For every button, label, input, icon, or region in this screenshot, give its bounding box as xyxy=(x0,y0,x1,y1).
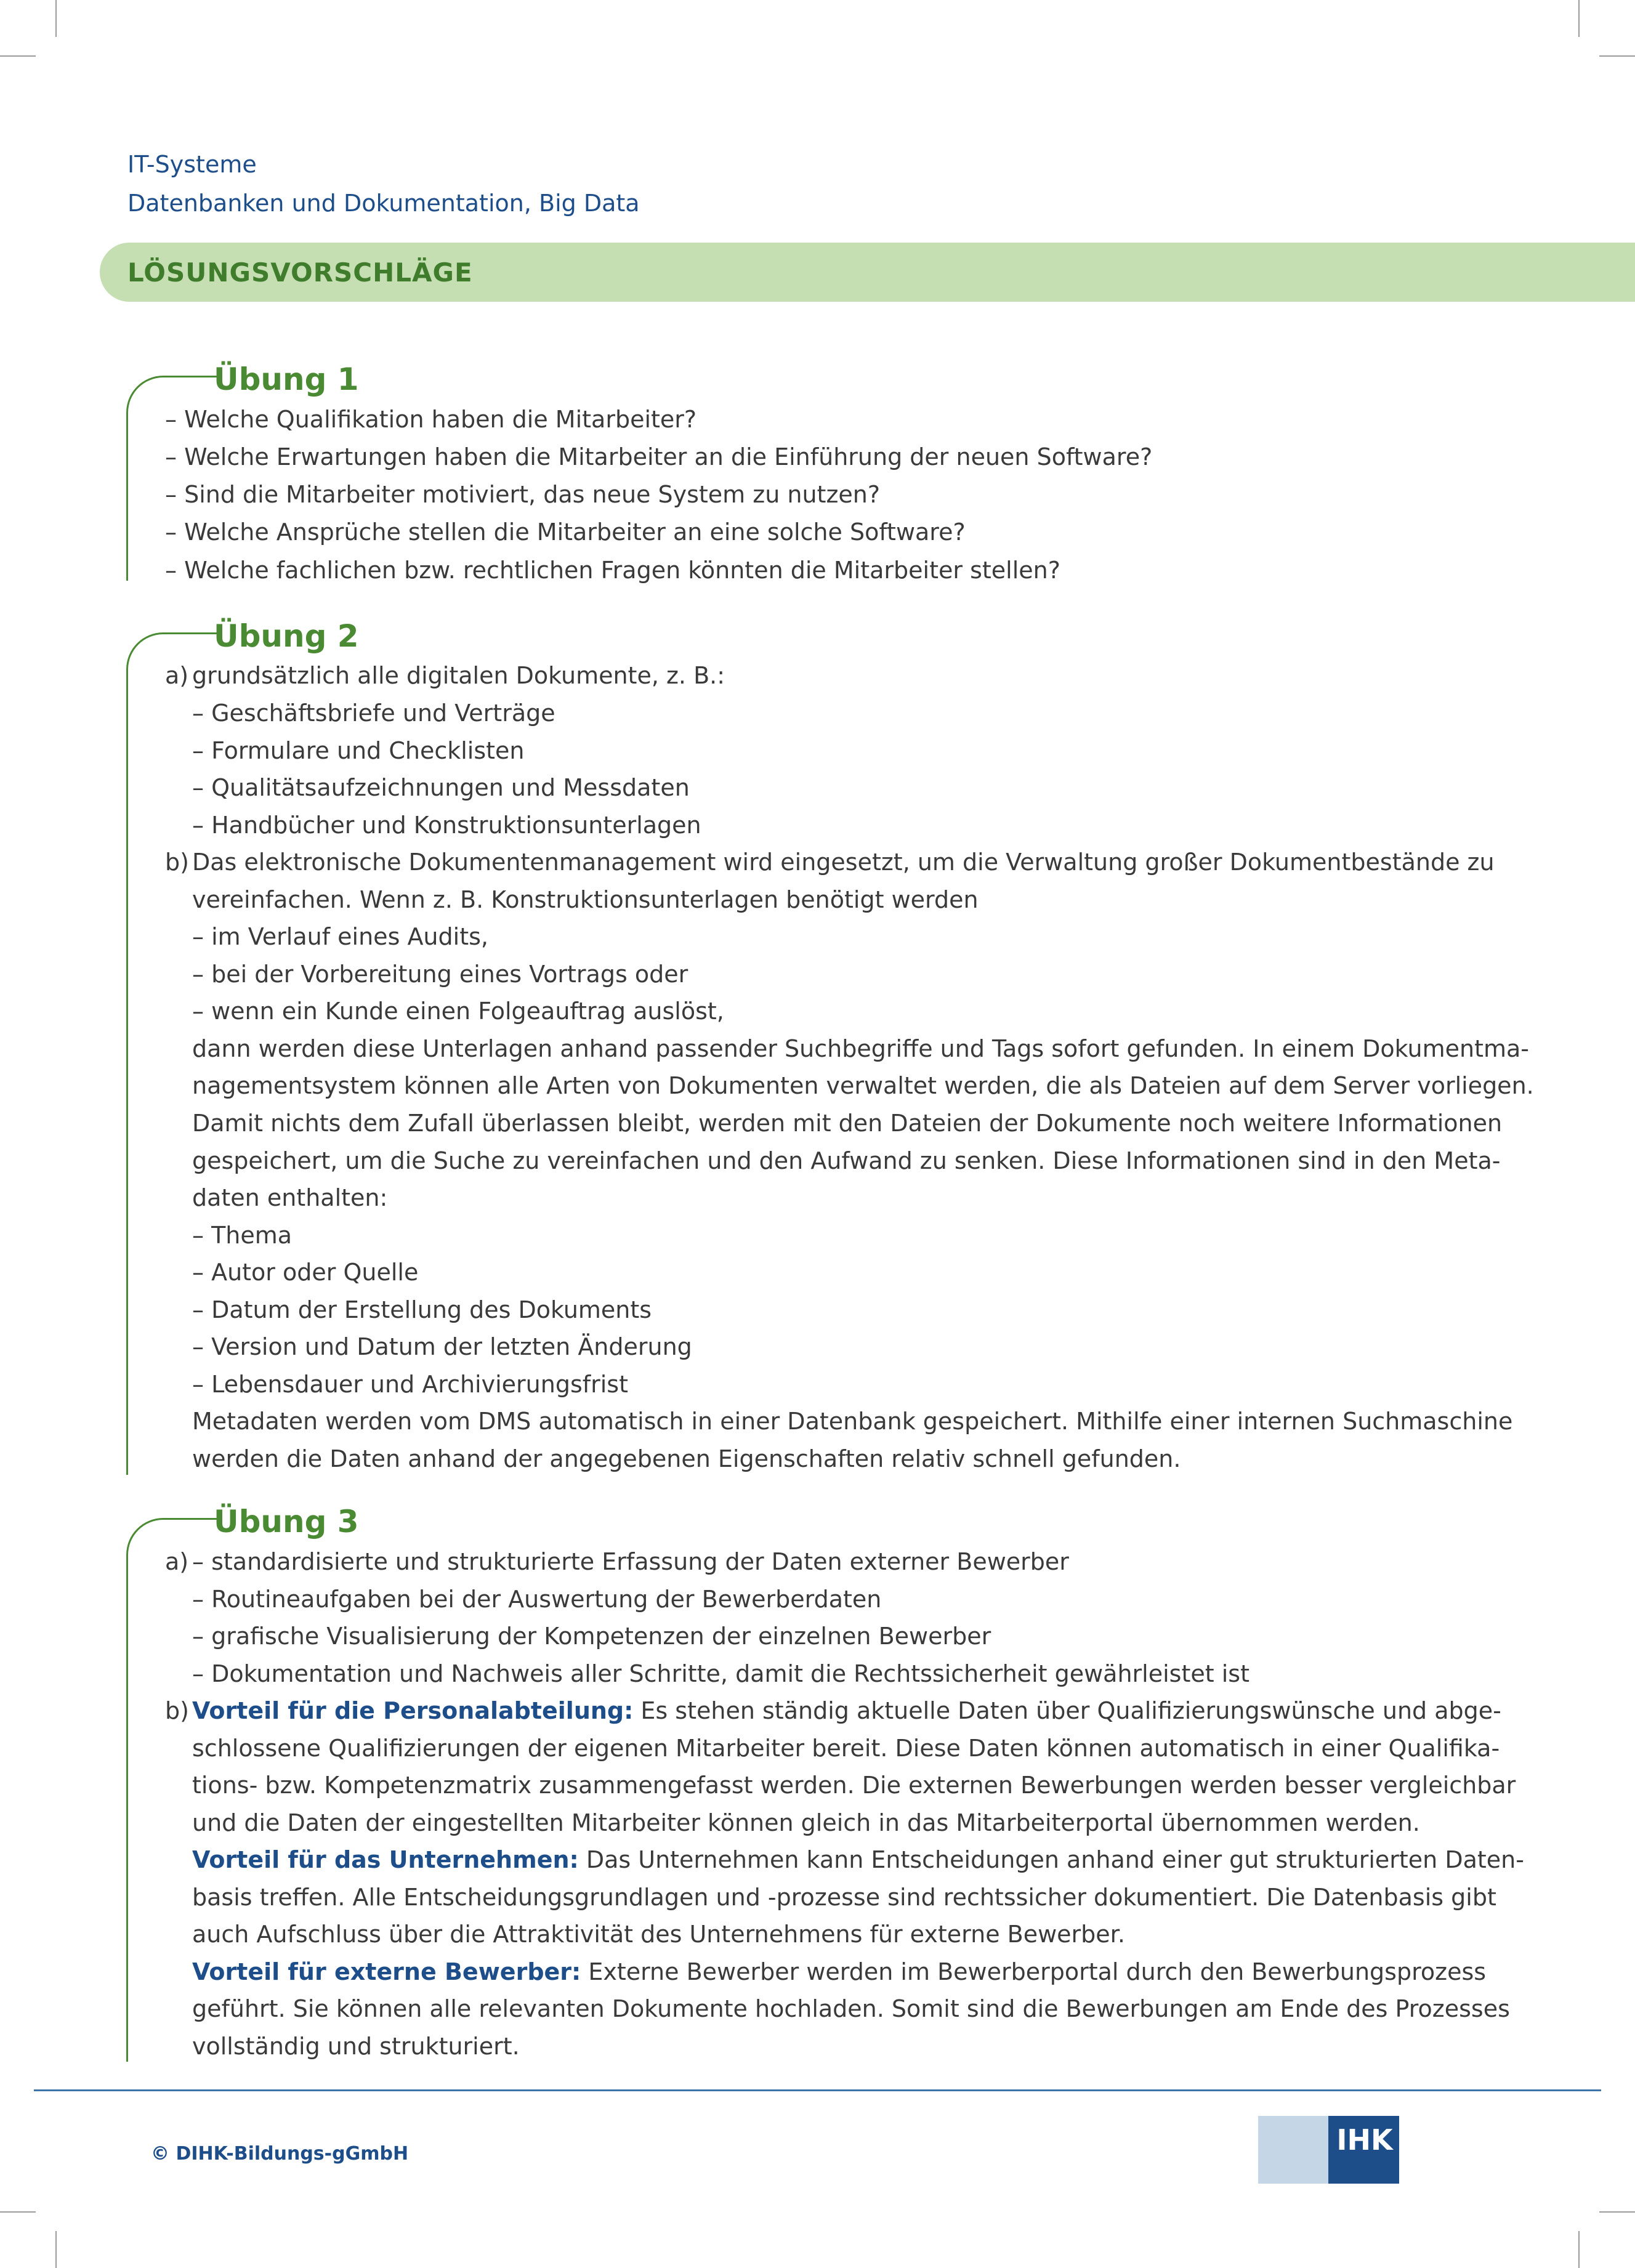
list-item: – Welche Ansprüche stellen die Mitarbeiter an eine solche Software? xyxy=(165,519,966,546)
paragraph-line xyxy=(192,1958,1487,1985)
list-item: – Version und Datum der letzten Änderung xyxy=(192,1333,692,1360)
header-topic: Datenbanken und Dokumentation, Big Data xyxy=(127,190,640,217)
paragraph-line: werden die Daten anhand der angegebenen Eigenschaften relativ schnell gefunden. xyxy=(192,1445,1181,1472)
advantage-applicants-label: Vorteil für externe Bewerber: xyxy=(192,1958,581,1985)
list-item: – Datum der Erstellung des Dokuments xyxy=(192,1296,652,1323)
part-a-intro: grundsätzlich alle digitalen Dokumente, z. B.: xyxy=(192,662,725,689)
list-item: – Welche Erwartungen haben die Mitarbeiter an die Einführung der neuen Software? xyxy=(165,443,1153,470)
paragraph-line: daten enthalten: xyxy=(192,1184,388,1211)
paragraph-line: gespeichert, um die Suche zu vereinfachen und den Aufwand zu senken. Diese Informationen sind in den Meta- xyxy=(192,1147,1501,1174)
paragraph-line: geführt. Sie können alle relevanten Dokumente hochladen. Somit sind die Bewerbungen am Ende des Prozesses xyxy=(192,1995,1510,2022)
paragraph-line: dann werden diese Unterlagen anhand passender Suchbegriffe und Tags sofort gefunden. In einem Dokumentma- xyxy=(192,1035,1529,1062)
advantage-company-label: Vorteil für das Unternehmen: xyxy=(192,1846,579,1873)
footer-divider xyxy=(34,2089,1601,2091)
list-item: – Geschäftsbriefe und Verträge xyxy=(192,700,555,727)
header-subject: IT-Systeme xyxy=(127,151,257,178)
paragraph-line: nagementsystem können alle Arten von Dokumenten verwaltet werden, die als Dateien auf dem Server vorliegen. xyxy=(192,1072,1534,1099)
paragraph-line: Damit nichts dem Zufall überlassen bleibt, werden mit den Dateien der Dokumente noch weitere Informationen xyxy=(192,1110,1503,1137)
ihk-logo xyxy=(1258,2116,1399,2184)
paragraph-line: und die Daten der eingestellten Mitarbeiter können gleich in das Mitarbeiterportal übernommen werden. xyxy=(192,1809,1420,1836)
list-item: – standardisierte und strukturierte Erfassung der Daten externer Bewerber xyxy=(192,1548,1069,1575)
list-item: – Dokumentation und Nachweis aller Schritte, damit die Rechtssicherheit gewährleistet ist xyxy=(192,1660,1249,1687)
list-item: – Qualitätsaufzeichnungen und Messdaten xyxy=(192,774,690,801)
list-item: – Welche Qualifikation haben die Mitarbeiter? xyxy=(165,406,697,433)
label-b: b) xyxy=(165,1697,189,1724)
crop-mark xyxy=(1578,2231,1580,2268)
crop-mark xyxy=(55,2231,57,2268)
list-item: – Routineaufgaben bei der Auswertung der Bewerberdaten xyxy=(192,1586,882,1613)
crop-mark xyxy=(0,2211,36,2213)
advantage-company-text: Das Unternehmen kann Entscheidungen anhand einer gut strukturierten Daten- xyxy=(586,1846,1524,1873)
paragraph-line xyxy=(192,1697,1501,1724)
exercise-2-title: Übung 2 xyxy=(214,618,359,654)
list-item: – Welche fachlichen bzw. rechtlichen Fragen könnten die Mitarbeiter stellen? xyxy=(165,557,1060,584)
list-item: – grafische Visualisierung der Kompetenzen der einzelnen Bewerber xyxy=(192,1623,991,1650)
advantage-hr-label: Vorteil für die Personalabteilung: xyxy=(192,1697,634,1724)
label-a: a) xyxy=(165,1548,189,1575)
crop-mark xyxy=(55,0,57,37)
list-item: – Thema xyxy=(192,1222,293,1249)
advantage-hr-text: Es stehen ständig aktuelle Daten über Qualifizierungswünsche und abge- xyxy=(640,1697,1501,1724)
paragraph-line: Das elektronische Dokumentenmanagement wird eingesetzt, um die Verwaltung großer Dokumentbestände zu xyxy=(192,849,1495,876)
paragraph-line: Metadaten werden vom DMS automatisch in einer Datenbank gespeichert. Mithilfe einer internen Suchmaschine xyxy=(192,1408,1513,1435)
ihk-logo-text: IHK xyxy=(1336,2123,1393,2157)
list-item: – bei der Vorbereitung eines Vortrags oder xyxy=(192,961,688,988)
paragraph-line: auch Aufschluss über die Attraktivität des Unternehmens für externe Bewerber. xyxy=(192,1921,1125,1948)
list-item: – Handbücher und Konstruktionsunterlagen xyxy=(192,812,701,839)
copyright-notice: © DIHK-Bildungs-gGmbH xyxy=(151,2143,409,2165)
crop-mark xyxy=(1599,2211,1635,2213)
list-item: – Sind die Mitarbeiter motiviert, das neue System zu nutzen? xyxy=(165,481,881,508)
list-item: – Autor oder Quelle xyxy=(192,1259,419,1286)
list-item: – Formulare und Checklisten xyxy=(192,737,525,764)
paragraph-line: schlossene Qualifizierungen der eigenen Mitarbeiter bereit. Diese Daten können automatisch in einer Qualifika- xyxy=(192,1735,1500,1762)
label-a: a) xyxy=(165,662,189,689)
paragraph-line: vollständig und strukturiert. xyxy=(192,2033,520,2060)
banner-title: LÖSUNGSVORSCHLÄGE xyxy=(127,257,473,288)
exercise-1-title: Übung 1 xyxy=(214,361,359,397)
advantage-applicants-text: Externe Bewerber werden im Bewerberportal durch den Bewerbungsprozess xyxy=(588,1958,1487,1985)
crop-mark xyxy=(1578,0,1580,37)
list-item: – Lebensdauer und Archivierungsfrist xyxy=(192,1371,628,1398)
crop-mark xyxy=(0,55,36,57)
paragraph-line xyxy=(192,1846,1524,1873)
paragraph-line: vereinfachen. Wenn z. B. Konstruktionsunterlagen benötigt werden xyxy=(192,886,979,913)
exercise-3-title: Übung 3 xyxy=(214,1504,359,1540)
paragraph-line: basis treffen. Alle Entscheidungsgrundlagen und -prozesse sind rechtssicher dokumentiert. Die Datenbasis gibt xyxy=(192,1884,1496,1911)
solutions-banner xyxy=(100,243,1635,302)
crop-mark xyxy=(1599,55,1635,57)
list-item: – im Verlauf eines Audits, xyxy=(192,923,488,950)
paragraph-line: tions- bzw. Kompetenzmatrix zusammengefasst werden. Die externen Bewerbungen werden besser vergleichbar xyxy=(192,1772,1516,1799)
list-item: – wenn ein Kunde einen Folgeauftrag auslöst, xyxy=(192,998,724,1025)
label-b: b) xyxy=(165,849,189,876)
